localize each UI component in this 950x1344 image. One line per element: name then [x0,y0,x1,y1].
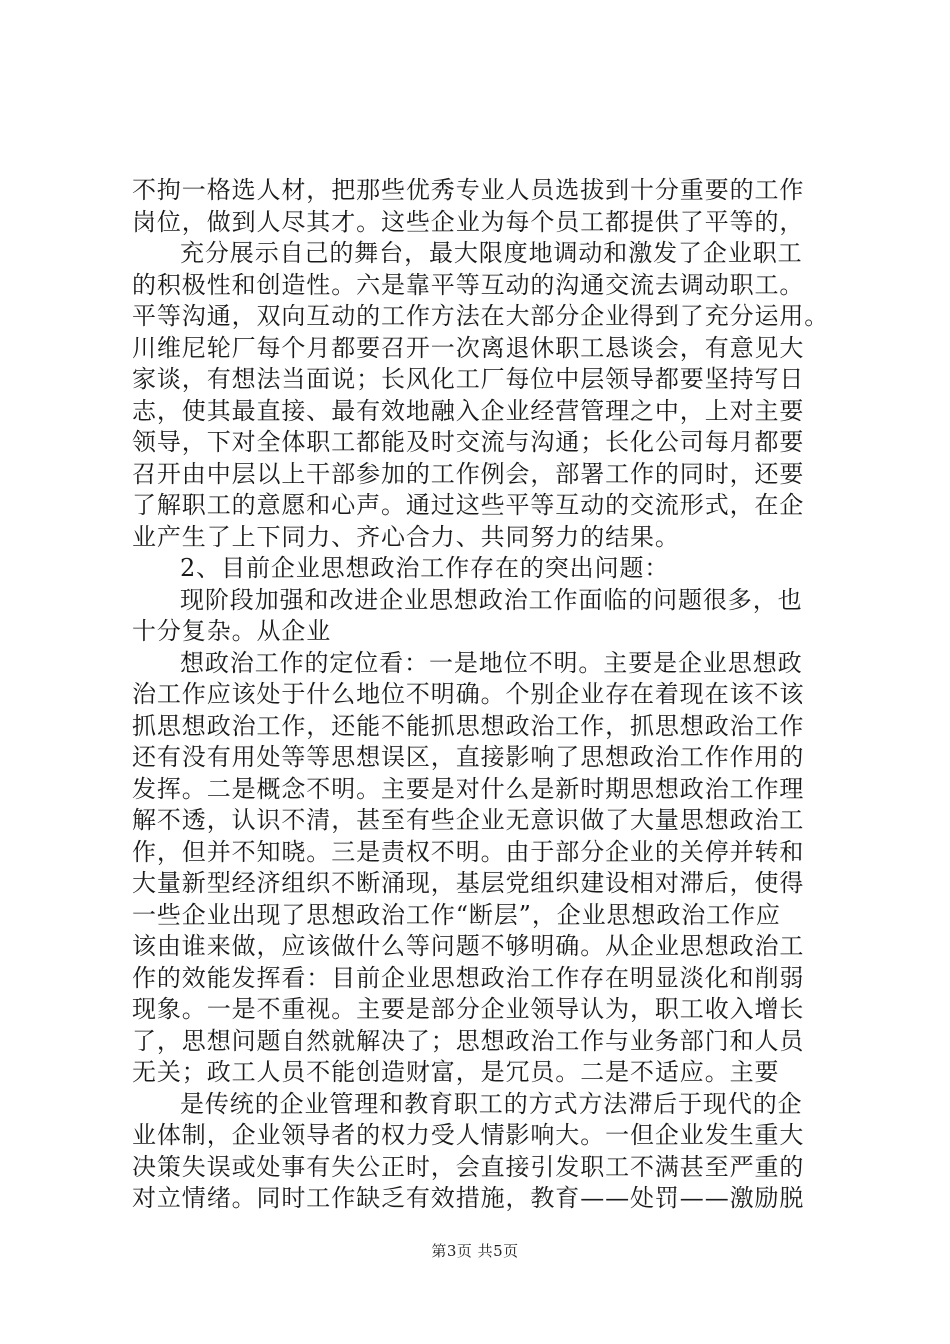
text-line: 该由谁来做，应该做什么等问题不够明确。从企业思想政治工 [132,932,805,960]
text-line: 还有没有用处等等思想误区，直接影响了思想政治工作作用的 [132,743,805,771]
text-line: 岗位，做到人尽其才。这些企业为每个员工都提供了平等的， [132,207,805,236]
body-text [132,175,852,1215]
text-line: 现阶段加强和改进企业思想政治工作面临的问题很多，也 [180,585,803,614]
text-line: 川维尼轮厂每个月都要召开一次离退休职工恳谈会，有意见大 [132,333,805,362]
text-line: 现象。一是不重视。主要是部分企业领导认为，职工收入增长 [132,995,805,1023]
text-line: 平等沟通，双向互动的工作方法在大部分企业得到了充分运用。 [132,302,830,330]
text-line: 想政治工作的定位看：一是地位不明。主要是企业思想政 [180,648,803,677]
text-line: 的积极性和创造性。六是靠平等互动的沟通交流去调动职工。 [132,270,805,299]
text-line: 不拘一格选人材，把那些优秀专业人员选拔到十分重要的工作 [132,176,805,204]
text-line: 了，思想问题自然就解决了；思想政治工作与业务部门和人员 [132,1026,805,1055]
text-line: 2、目前企业思想政治工作存在的突出问题： [180,554,670,582]
text-line: 对立情绪。同时工作缺乏有效措施，教育——处罚——激励脱 [132,1184,805,1212]
page-number-footer: 第3页 共5页 [431,1242,519,1260]
text-line: 是传统的企业管理和教育职工的方式方法滞后于现代的企 [180,1089,803,1118]
text-line: 十分复杂。从企业 [132,617,332,645]
text-line: 作，但并不知晓。三是责权不明。由于部分企业的关停并转和 [132,837,805,866]
text-line: 无关；政工人员不能创造财富，是冗员。二是不适应。主要 [132,1058,780,1086]
text-line: 治工作应该处于什么地位不明确。个别企业存在着现在该不该 [132,680,805,708]
text-line: 大量新型经济组织不断涌现，基层党组织建设相对滞后，使得 [132,869,805,897]
text-line: 解不透，认识不清，甚至有些企业无意识做了大量思想政治工 [132,806,805,834]
text-line: 决策失误或处事有失公正时，会直接引发职工不满甚至严重的 [132,1152,805,1181]
text-line: 志，使其最直接、最有效地融入企业经营管理之中，上对主要 [132,396,805,425]
text-line: 家谈，有想法当面说；长风化工厂每位中层领导都要坚持写日 [132,365,805,393]
text-line: 充分展示自己的舞台，最大限度地调动和激发了企业职工 [180,239,803,267]
text-line: 抓思想政治工作，还能不能抓思想政治工作，抓思想政治工作 [132,711,805,740]
text-line: 业体制，企业领导者的权力受人情影响大。一但企业发生重大 [132,1121,805,1149]
text-line: 召开由中层以上干部参加的工作例会，部署工作的同时，还要 [132,459,805,488]
text-line: 了解职工的意愿和心声。通过这些平等互动的交流形式，在企 [132,491,805,519]
text-line: 作的效能发挥看：目前企业思想政治工作存在明显淡化和削弱 [132,963,805,992]
text-line: 发挥。二是概念不明。主要是对什么是新时期思想政治工作理 [132,774,805,803]
text-line: 一些企业出现了思想政治工作“断层”，企业思想政治工作应 [132,900,781,929]
text-line: 领导，下对全体职工都能及时交流与沟通；长化公司每月都要 [132,428,805,456]
text-line: 业产生了上下同力、齐心合力、共同努力的结果。 [132,522,680,551]
